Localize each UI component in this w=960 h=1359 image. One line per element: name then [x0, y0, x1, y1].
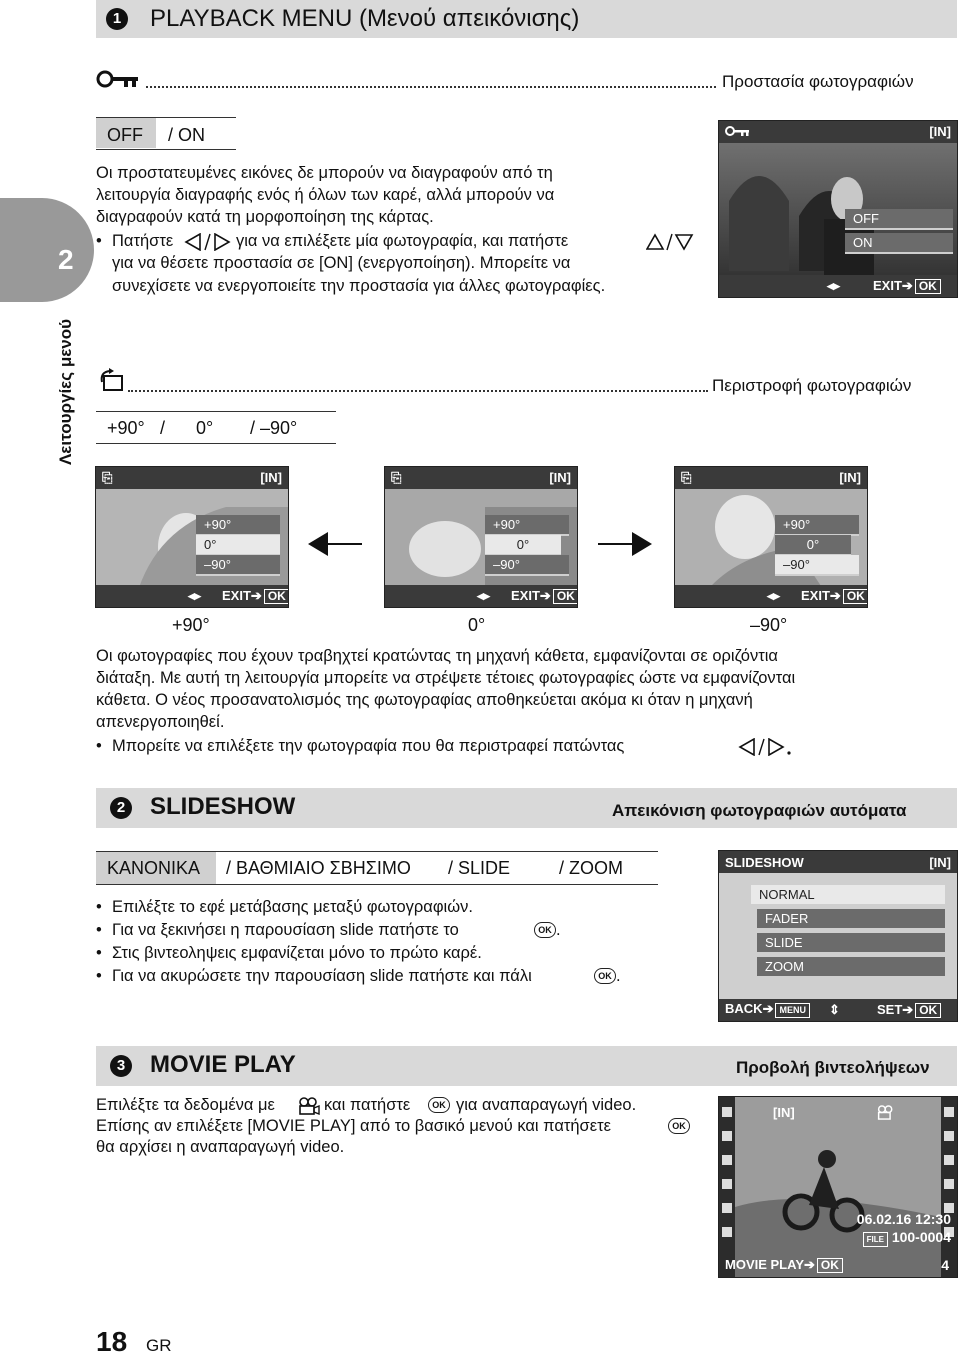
option-sep: / — [160, 418, 166, 438]
media-indicator: [IN] — [839, 470, 861, 485]
rotate-screen-1: ⎘ [IN] +90° 0° –90° ◂▸ EXIT➔ OK — [95, 466, 289, 608]
chapter-tab — [0, 198, 94, 302]
protect-bullet-b: για να επιλέξετε μία φωτογραφία, και πατήστε — [236, 232, 569, 250]
scroll-icon: ◂▸ — [477, 588, 491, 603]
file-label: FILE — [863, 1232, 888, 1247]
chapter-vertical-label: Λειτουργίες μενού — [56, 318, 75, 466]
arrow-right-icon — [598, 532, 652, 561]
arrow-left-icon — [308, 532, 362, 561]
menu-item-minus90[interactable]: –90° — [485, 555, 569, 576]
rotate-text-3: κάθετα. Ο νέος προσανατολισμός της φωτογραφίας αποθηκεύεται ακόμα κι όταν η μηχανή — [96, 691, 753, 709]
menu-item-minus90[interactable]: –90° — [775, 555, 859, 576]
movie-screen: [IN] 06.02.16 12:30 FILE 100-0004 MOVIE PLAY➔ OK 4 — [718, 1096, 958, 1278]
protect-heading: Προστασία φωτογραφιών — [722, 72, 914, 91]
caption-plus90: +90° — [172, 615, 210, 635]
key-icon — [725, 124, 751, 141]
key-icon — [96, 68, 142, 90]
rotate-screen-2: ⎘ [IN] +90° 0° –90° ◂▸ EXIT➔ OK — [384, 466, 578, 608]
section-number: 3 — [110, 1055, 132, 1077]
exit-label: EXIT — [801, 588, 830, 603]
protect-text-2: λειτουργία διαγραφής ενός ή όλων των καρέ, αλλά μπορούν να — [96, 186, 555, 204]
menu-item-off[interactable]: OFF — [845, 209, 953, 230]
rotate-heading: Περιστροφή φωτογραφιών — [712, 376, 912, 395]
frame-count: 4 — [941, 1257, 949, 1273]
section-subtitle: Προβολή βιντεολήψεων — [736, 1058, 930, 1077]
slideshow-bullet-4: Για να ακυρώσετε την παρουσίαση slide πατήστε και πάλι — [112, 967, 532, 985]
menu-item-zero[interactable]: 0° — [196, 535, 280, 556]
protect-text-3: διαγραφούν κατά τη μορφοποίηση της κάρτας. — [96, 208, 434, 226]
left-right-arrows-icon — [738, 738, 792, 761]
menu-item-normal[interactable]: NORMAL — [751, 885, 945, 906]
set-label: SET — [877, 1002, 903, 1017]
menu-item-zero[interactable]: 0° — [775, 535, 851, 556]
option-normal: ΚΑΝΟΝΙΚΑ — [107, 858, 201, 878]
movie-line1a: Επιλέξτε τα δεδομένα με — [96, 1096, 275, 1114]
option-minus90: / –90° — [250, 418, 298, 438]
bullet-dot: • — [96, 898, 102, 916]
slideshow-screen: SLIDESHOW [IN] NORMAL FADER SLIDE ZOOM BACK➔ MENU ⇕ SET➔ OK — [718, 850, 958, 1022]
ok-button-icon: OK — [534, 922, 556, 938]
exit-label: EXIT — [222, 588, 251, 603]
scroll-updown-icon: ⇕ — [829, 1002, 840, 1017]
bullet-dot: • — [96, 921, 102, 939]
section-title: PLAYBACK MENU (Μενού απεικόνισης) — [150, 5, 580, 32]
ok-button[interactable]: OK — [843, 589, 868, 604]
rotate-text-4: απενεργοποιηθεί. — [96, 713, 225, 731]
menu-item-slide[interactable]: SLIDE — [757, 933, 945, 954]
option-on: / ON — [168, 125, 206, 145]
movie-line2: Επίσης αν επιλέξετε [MOVIE PLAY] από το βασικό μενού και πατήσετε — [96, 1117, 611, 1135]
ok-button[interactable]: OK — [553, 589, 578, 604]
ok-button[interactable]: OK — [915, 1003, 941, 1018]
rotate-text-1: Οι φωτογραφίες που έχουν τραβηχτεί κρατώντας τη μηχανή κάθετα, εμφανίζονται σε οριζόντια — [96, 647, 778, 665]
menu-item-minus90[interactable]: –90° — [196, 555, 280, 576]
movie-line3: θα αρχίσει η αναπαραγωγή video. — [96, 1138, 345, 1156]
media-indicator: [IN] — [929, 124, 951, 139]
rotate-icon — [98, 368, 124, 397]
file-number: 100-0004 — [891, 1229, 951, 1245]
media-indicator: [IN] — [929, 855, 951, 870]
ok-button[interactable]: OK — [264, 589, 289, 604]
menu-item-zero[interactable]: 0° — [485, 535, 561, 556]
section-subtitle: Απεικόνιση φωτογραφιών αυτόματα — [612, 801, 907, 820]
rotate-bullet: Μπορείτε να επιλέξετε την φωτογραφία που θα περιστραφεί πατώντας — [112, 737, 625, 755]
up-down-arrows-icon — [646, 233, 694, 256]
rotate-icon: ⎘ — [102, 470, 113, 485]
caption-zero: 0° — [468, 615, 486, 635]
protect-bullet-a: Πατήστε — [112, 232, 174, 250]
option-zero: 0° — [196, 418, 214, 438]
section-title: MOVIE PLAY — [150, 1051, 296, 1078]
protect-screen: [IN] OFF ON ◂▸ EXIT➔ OK — [718, 120, 958, 298]
menu-item-plus90[interactable]: +90° — [775, 515, 859, 536]
rotate-text-2: διάταξη. Με αυτή τη λειτουργία μπορείτε να στρέψετε τέτοιες φωτογραφίες ώστε να εμφανίζονται — [96, 669, 796, 687]
option-off: OFF — [107, 125, 143, 145]
page-number: 18 — [96, 1326, 128, 1357]
ok-button-icon: OK — [594, 968, 616, 984]
exit-label: EXIT — [511, 588, 540, 603]
menu-item-fader[interactable]: FADER — [757, 909, 945, 930]
slideshow-bullet-1: Επιλέξτε το εφέ μετάβασης μεταξύ φωτογραφιών. — [112, 898, 473, 916]
rotate-icon: ⎘ — [391, 470, 402, 485]
option-fader: / ΒΑΘΜΙΑΙΟ ΣΒΗΣΙΜΟ — [226, 858, 411, 878]
section-number: 2 — [110, 797, 132, 819]
scroll-icon: ◂▸ — [767, 588, 781, 603]
period: . — [556, 921, 561, 939]
slideshow-bullet-2: Για να ξεκινήσει η παρουσίαση slide πατήστε το — [112, 921, 459, 939]
page-language: GR — [146, 1336, 172, 1355]
menu-item-on[interactable]: ON — [845, 233, 953, 254]
protect-bullet-line3: συνεχίσετε να ενεργοποιείτε την προστασία για άλλες φωτογραφίες. — [112, 277, 606, 295]
ok-button[interactable]: OK — [817, 1258, 843, 1273]
slideshow-bullet-3: Στις βιντεοληψεις εμφανίζεται μόνο το πρώτο καρέ. — [112, 944, 482, 962]
bullet-dot: • — [96, 944, 102, 962]
rotate-icon: ⎘ — [681, 470, 692, 485]
datetime: 06.02.16 12:30 — [856, 1211, 951, 1227]
media-indicator: [IN] — [260, 470, 282, 485]
movie-line1b: και πατήστε — [324, 1096, 411, 1114]
media-indicator: [IN] — [549, 470, 571, 485]
scroll-icon: ◂▸ — [827, 278, 841, 293]
ok-button-icon: OK — [428, 1097, 450, 1113]
ok-button[interactable]: OK — [915, 279, 941, 294]
rotate-screen-3: ⎘ [IN] +90° 0° –90° ◂▸ EXIT➔ OK — [674, 466, 868, 608]
period: . — [616, 967, 621, 985]
menu-item-plus90[interactable]: +90° — [485, 515, 569, 536]
menu-item-plus90[interactable]: +90° — [196, 515, 280, 536]
protect-bullet-line2: για να θέσετε προστασία σε [ON] (ενεργοποίηση). Μπορείτε να — [112, 254, 571, 272]
bullet-dot: • — [96, 737, 102, 755]
movie-camera-icon — [877, 1105, 895, 1123]
bullet-dot: • — [96, 232, 102, 250]
option-slide: / SLIDE — [448, 858, 511, 878]
movie-play-label: MOVIE PLAY — [725, 1257, 804, 1272]
back-label: BACK — [725, 1001, 763, 1016]
chapter-number: 2 — [58, 244, 74, 275]
section-number: 1 — [106, 8, 128, 30]
exit-label: EXIT — [873, 278, 902, 293]
scroll-icon: ◂▸ — [188, 588, 202, 603]
movie-line1c: για αναπαραγωγή video. — [456, 1096, 637, 1114]
caption-minus90: –90° — [750, 615, 788, 635]
screen-title: SLIDESHOW — [725, 855, 804, 870]
bullet-dot: • — [96, 967, 102, 985]
section-title: SLIDESHOW — [150, 793, 296, 820]
media-indicator: [IN] — [773, 1105, 795, 1120]
protect-text-1: Οι προστατευμένες εικόνες δε μπορούν να διαγραφούν από τη — [96, 164, 553, 182]
ok-button-icon: OK — [668, 1118, 690, 1134]
option-plus90: +90° — [107, 418, 145, 438]
option-zoom: / ZOOM — [559, 858, 623, 878]
menu-item-zoom[interactable]: ZOOM — [757, 957, 945, 978]
menu-button[interactable]: MENU — [775, 1003, 810, 1018]
